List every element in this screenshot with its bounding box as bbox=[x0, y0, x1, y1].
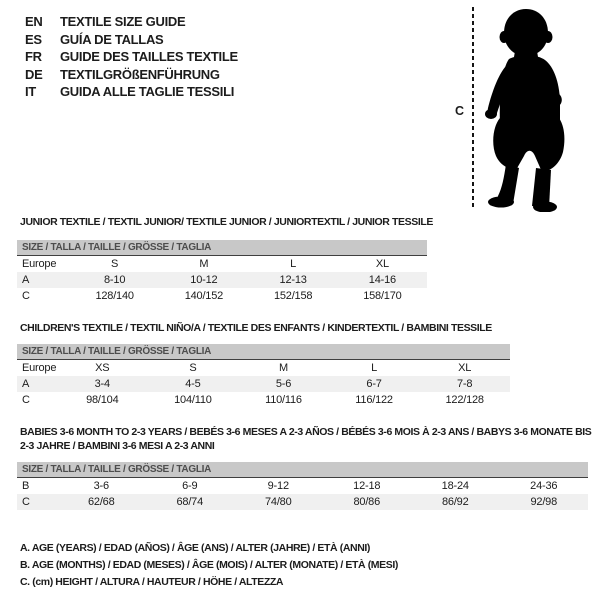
row-label: C bbox=[22, 290, 30, 302]
table-row bbox=[17, 478, 588, 494]
language-title: GUIDE DES TAILLES TEXTILE bbox=[60, 49, 238, 64]
language-title: TEXTILE SIZE GUIDE bbox=[60, 14, 186, 29]
language-row bbox=[25, 31, 238, 49]
table-cell: 5-6 bbox=[275, 378, 292, 390]
table-cell: 158/170 bbox=[363, 290, 402, 302]
table-row bbox=[17, 272, 427, 288]
table-cell: 12-18 bbox=[353, 480, 381, 492]
table-cell: 7-8 bbox=[457, 378, 473, 390]
table-cell: 12-13 bbox=[279, 274, 307, 286]
row-label: Europe bbox=[22, 258, 57, 270]
table-cell: 68/74 bbox=[176, 496, 204, 508]
table-cell: 74/80 bbox=[264, 496, 292, 508]
table-cell: 152/158 bbox=[273, 290, 313, 302]
table-cell: 104/110 bbox=[174, 394, 212, 406]
babies-size-table bbox=[17, 462, 588, 510]
table-row bbox=[17, 376, 510, 392]
table-row bbox=[17, 288, 427, 304]
language-row bbox=[25, 48, 238, 66]
row-label: B bbox=[22, 480, 30, 492]
language-code: DE bbox=[25, 66, 43, 82]
table-cell: 98/104 bbox=[86, 394, 119, 406]
table-cell: 128/140 bbox=[95, 290, 134, 302]
size-header-bar: SIZE / TALLA / TAILLE / GRÖSSE / TAGLIA bbox=[17, 344, 510, 360]
language-title: GUIDA ALLE TAGLIE TESSILI bbox=[60, 84, 235, 99]
table-cell: 18-24 bbox=[441, 480, 469, 492]
table-row bbox=[17, 494, 588, 510]
table-cell: 116/122 bbox=[355, 394, 393, 406]
table-cell: XL bbox=[458, 362, 472, 374]
height-dashed-line bbox=[472, 7, 474, 210]
size-header-bar: SIZE / TALLA / TAILLE / GRÖSSE / TAGLIA bbox=[17, 462, 588, 478]
language-title: GUÍA DE TALLAS bbox=[60, 31, 164, 47]
language-row bbox=[25, 83, 238, 101]
table-rows bbox=[17, 360, 510, 408]
language-row bbox=[25, 13, 238, 31]
table-cell: S bbox=[111, 258, 119, 270]
table-cell: 9-12 bbox=[267, 480, 289, 492]
table-cell: 14-16 bbox=[368, 274, 396, 286]
footnote: A. AGE (YEARS) / EDAD (AÑOS) / ÂGE (ANS) / ALTER (JAHRE) / ETÀ (ANNI) bbox=[20, 542, 371, 554]
height-measure-label: C bbox=[455, 104, 465, 118]
table-cell: 122/128 bbox=[445, 394, 484, 406]
language-code: IT bbox=[25, 84, 36, 99]
row-label: Europe bbox=[22, 362, 57, 374]
table-cell: 3-6 bbox=[93, 480, 109, 492]
table-cell: XL bbox=[375, 258, 389, 270]
table-cell: 62/68 bbox=[87, 496, 115, 508]
table-cell: 10-12 bbox=[190, 274, 218, 286]
footnote: C. (cm) HEIGHT / ALTURA / HAUTEUR / HÖHE / ALTEZZA bbox=[20, 576, 284, 588]
junior-table-title: JUNIOR TEXTILE / TEXTIL JUNIOR/ TEXTILE JUNIOR / JUNIORTEXTIL / JUNIOR TESSILE bbox=[20, 216, 433, 228]
table-row bbox=[17, 360, 510, 376]
table-cell: M bbox=[199, 258, 209, 270]
row-label: C bbox=[22, 394, 30, 406]
table-cell: 86/92 bbox=[441, 496, 469, 508]
table-cell: 80/86 bbox=[353, 496, 381, 508]
table-cell: 3-4 bbox=[94, 378, 110, 390]
children-size-table bbox=[17, 344, 510, 408]
baby-silhouette-icon bbox=[478, 6, 580, 212]
table-cell: L bbox=[290, 258, 297, 270]
language-code: EN bbox=[25, 14, 43, 29]
table-cell: XS bbox=[95, 362, 110, 374]
row-label: A bbox=[22, 378, 30, 390]
table-cell: 24-36 bbox=[530, 480, 558, 492]
table-row bbox=[17, 256, 427, 272]
row-label: A bbox=[22, 274, 30, 286]
table-row bbox=[17, 392, 510, 408]
table-rows bbox=[17, 256, 427, 304]
footnote-list bbox=[20, 540, 398, 591]
table-cell: 6-9 bbox=[182, 480, 198, 492]
table-cell: 8-10 bbox=[104, 274, 126, 286]
babies-table-title: BABIES 3-6 MONTH TO 2-3 YEARS / BEBÉS 3-6 MESES A 2-3 AÑOS / BÉBÉS 3-6 MOIS À 2-3 ANS / BABYS 3-6 MONATE BIS 2-3 JAHRE / BAMBINI 3-6 MESI A 2-3 ANNI bbox=[20, 426, 592, 452]
table-rows bbox=[17, 478, 588, 510]
table-cell: M bbox=[279, 362, 288, 374]
children-table-title: CHILDREN'S TEXTILE / TEXTIL NIÑO/A / TEXTILE DES ENFANTS / KINDERTEXTIL / BAMBINI TESSILE bbox=[20, 322, 492, 334]
table-cell: L bbox=[371, 362, 378, 374]
table-cell: 140/152 bbox=[184, 290, 224, 302]
size-header-bar: SIZE / TALLA / TAILLE / GRÖSSE / TAGLIA bbox=[17, 240, 427, 256]
table-cell: 92/98 bbox=[530, 496, 558, 508]
footnote: B. AGE (MONTHS) / EDAD (MESES) / ÂGE (MOIS) / ALTER (MONATE) / ETÀ (MESI) bbox=[20, 559, 398, 571]
language-list bbox=[25, 13, 238, 101]
language-row bbox=[25, 66, 238, 84]
table-cell: 110/116 bbox=[265, 394, 302, 406]
table-cell: S bbox=[189, 362, 197, 374]
junior-size-table bbox=[17, 240, 427, 304]
table-cell: 6-7 bbox=[366, 378, 382, 390]
language-code: FR bbox=[25, 49, 42, 64]
table-cell: 4-5 bbox=[185, 378, 201, 390]
row-label: C bbox=[22, 496, 30, 508]
language-code: ES bbox=[25, 31, 42, 47]
language-title: TEXTILGRÖßENFÜHRUNG bbox=[60, 66, 220, 82]
